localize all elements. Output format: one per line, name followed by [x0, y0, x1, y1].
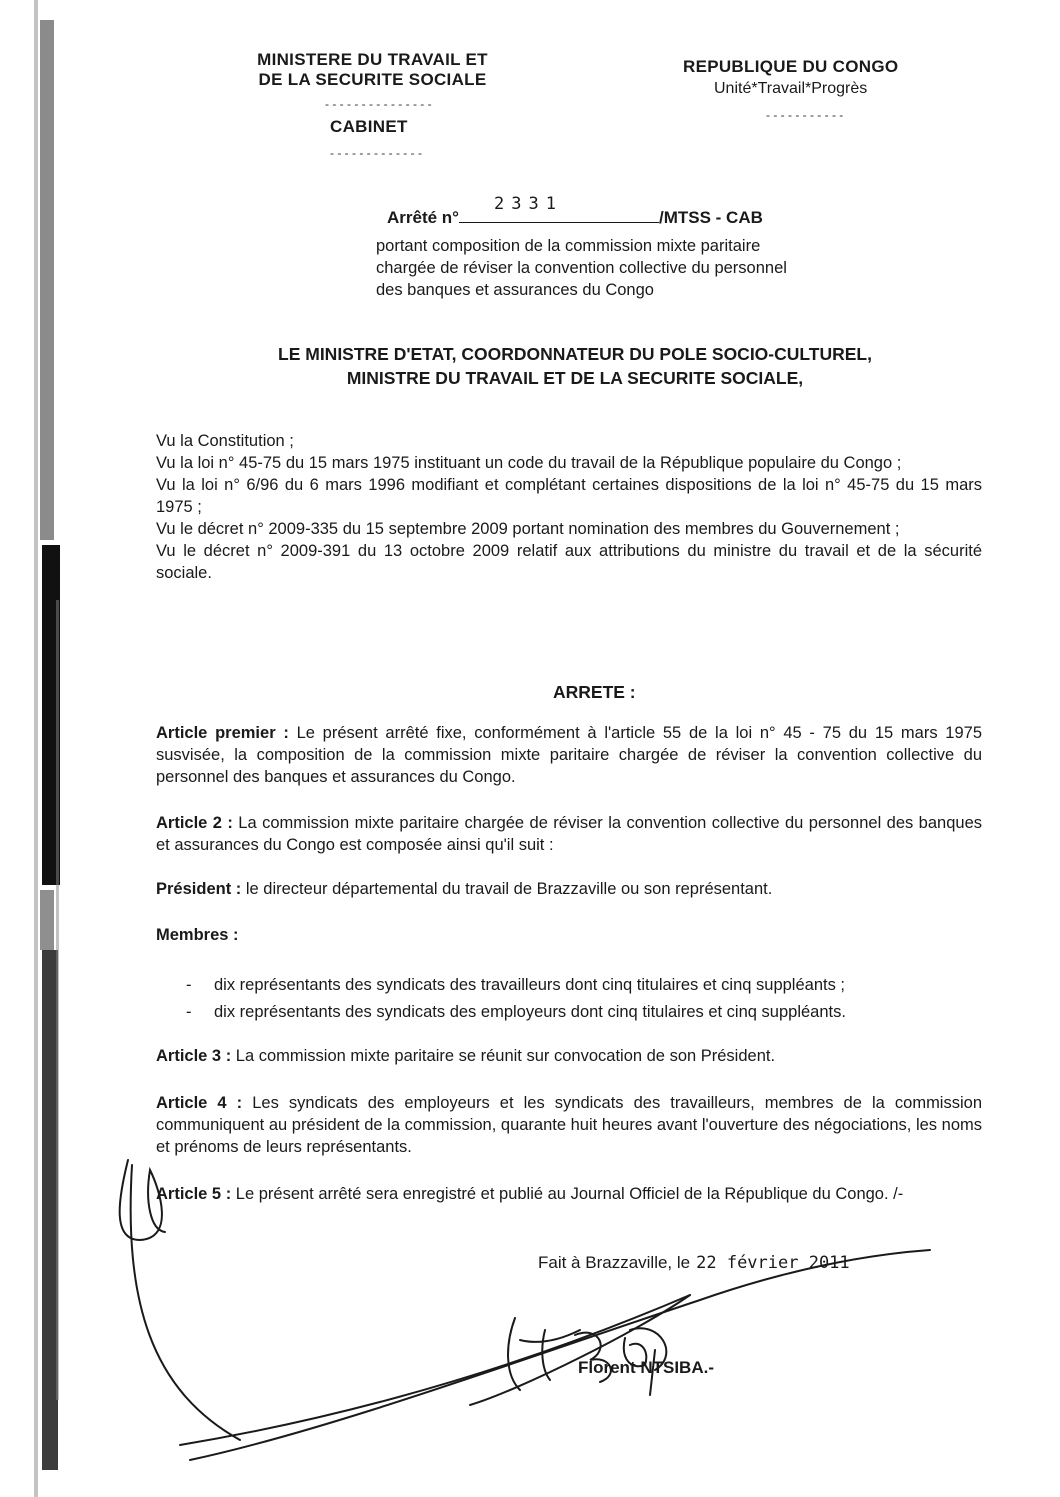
president-text: le directeur départemental du travail de Brazzaville ou son représentant.	[241, 880, 773, 898]
article-text: La commission mixte paritaire chargée de réviser la convention collective du personnel des banques et assurances du Congo est composée ainsi qu'il suit :	[156, 814, 982, 854]
article-2	[156, 812, 982, 856]
article-label: Article 4 :	[156, 1094, 243, 1112]
signer-name: Florent NTSIBA.-	[578, 1358, 714, 1377]
members-list-block	[156, 972, 982, 1026]
decree-number-blank	[459, 194, 659, 223]
article-4	[156, 1092, 982, 1158]
visas-block	[156, 430, 982, 584]
list-item: - dix représentants des syndicats des employeurs dont cinq titulaires et cinq suppléants.	[156, 999, 982, 1026]
subject-line: chargée de réviser la convention collective du personnel	[376, 259, 787, 277]
ministry-line-1: MINISTERE DU TRAVAIL ET	[257, 50, 488, 69]
minister-title	[180, 342, 970, 390]
decree-suffix: /MTSS - CAB	[658, 208, 763, 227]
scan-edge-artifact	[30, 0, 72, 1497]
article-label: Article 2 :	[156, 814, 233, 832]
article-text: Le présent arrêté fixe, conformément à l'article 55 de la loi n° 45 - 75 du 15 mars 1975 susvisée, la composition de la commission mixte paritaire chargée de réviser la convention collective du personnel des banques et assurances du Congo.	[156, 724, 983, 786]
visa-item: Vu la Constitution ;	[156, 432, 294, 450]
visa-item: Vu la loi n° 45-75 du 15 mars 1975 instituant un code du travail de la République populaire du Congo ;	[156, 454, 902, 472]
president-label: Président :	[156, 880, 242, 898]
motto: Unité*Travail*Progrès	[714, 80, 868, 97]
decree-number: 2331	[493, 194, 563, 214]
members-heading	[156, 924, 982, 946]
divider: - - - - - - - - - - - - -	[330, 146, 422, 160]
decree-label: Arrêté n°	[387, 208, 459, 227]
article-text: La commission mixte paritaire se réunit sur convocation de son Président.	[231, 1047, 776, 1065]
article-text: Les syndicats des employeurs et les syndicats des travailleurs, membres de la commission communiquent au président de la commission, quarante huit heures avant l'ouverture des négociations, les noms et prénoms de leurs représentants.	[156, 1094, 982, 1156]
visa-item: Vu la loi n° 6/96 du 6 mars 1996 modifiant et complétant certaines dispositions de la loi n° 45-75 du 15 mars 1975 ;	[156, 476, 982, 516]
subject-line: portant composition de la commission mixte paritaire	[376, 237, 761, 255]
signing-date: 22 février 2011	[696, 1253, 850, 1273]
president-line	[156, 878, 982, 900]
place-date	[538, 1253, 850, 1273]
republic-header: REPUBLIQUE DU CONGO	[683, 57, 899, 76]
article-premier	[156, 722, 982, 788]
article-label: Article 5 :	[156, 1185, 232, 1203]
article-label: Article premier :	[156, 724, 289, 742]
visa-item: Vu le décret n° 2009-335 du 15 septembre 2009 portant nomination des membres du Gouvernement ;	[156, 520, 900, 538]
subject-line: des banques et assurances du Congo	[376, 281, 654, 299]
arrete-heading: ARRETE :	[553, 682, 636, 702]
minister-title-line: LE MINISTRE D'ETAT, COORDONNATEUR DU POLE SOCIO-CULTUREL,	[278, 344, 872, 364]
minister-title-line: MINISTRE DU TRAVAIL ET DE LA SECURITE SOCIALE,	[346, 368, 804, 388]
article-3	[156, 1045, 982, 1067]
decree-reference	[387, 194, 763, 228]
list-item: - dix représentants des syndicats des travailleurs dont cinq titulaires et cinq suppléants ;	[156, 972, 982, 999]
members-label: Membres :	[156, 926, 239, 944]
divider: - - - - - - - - - - - - - - -	[325, 97, 432, 111]
article-label: Article 3 :	[156, 1047, 232, 1065]
ministry-header	[240, 50, 505, 90]
divider: - - - - - - - - - - -	[766, 108, 844, 122]
ministry-line-2: DE LA SECURITE SOCIALE	[258, 70, 487, 89]
place-label: Fait à Brazzaville, le	[538, 1253, 691, 1272]
article-5	[156, 1183, 982, 1205]
visa-item: Vu le décret n° 2009-391 du 13 octobre 2009 relatif aux attributions du ministre du travail et de la sécurité sociale.	[156, 542, 982, 582]
article-text: Le présent arrêté sera enregistré et publié au Journal Officiel de la République du Congo. /-	[231, 1185, 904, 1203]
members-list	[156, 972, 982, 1026]
cabinet-label: CABINET	[330, 117, 408, 136]
decree-subject	[376, 235, 787, 301]
